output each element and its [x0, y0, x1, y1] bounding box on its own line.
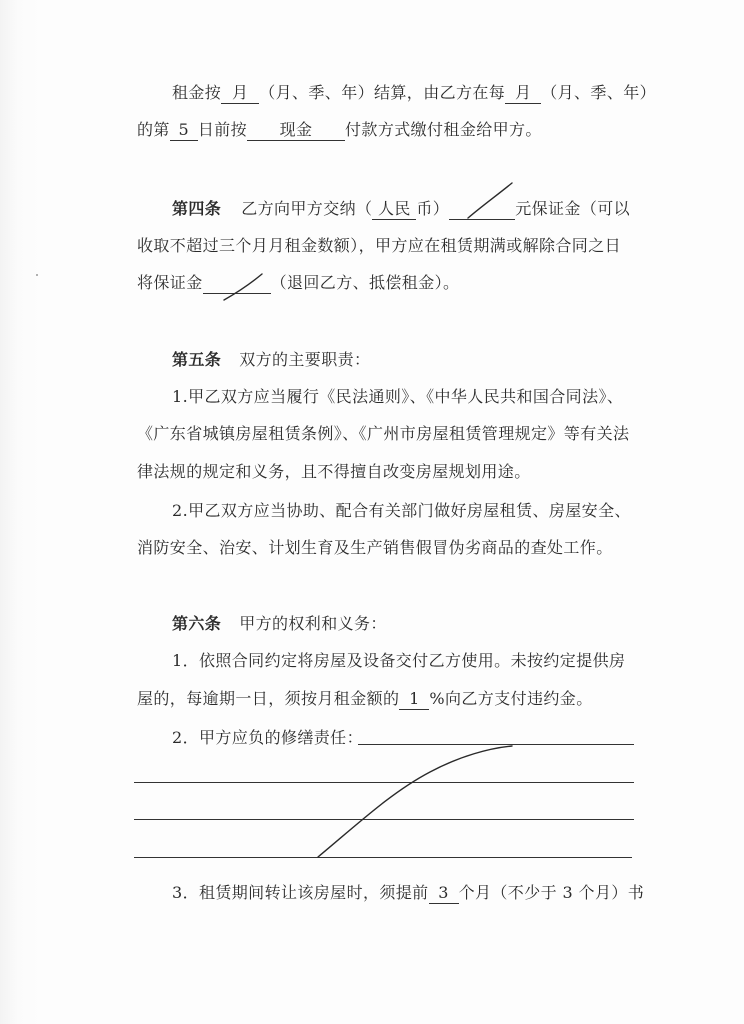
- article5-heading-text: 双方的主要职责：: [239, 350, 371, 369]
- repair-blank-line3: [134, 819, 634, 820]
- article4-line1: [172, 198, 630, 220]
- currency-blank: 人民: [372, 199, 416, 220]
- article4-text-d: 将保证金: [137, 273, 203, 292]
- scan-speck: [36, 274, 38, 276]
- article5-p1-line3: 律法规的规定和义务，且不得擅自改变房屋规划用途。: [137, 462, 531, 481]
- article5-title: 第五条: [172, 350, 222, 369]
- article5-p1-line2: 《广东省城镇房屋租赁条例》、《广州市房屋租赁管理规定》等有关法: [137, 424, 630, 443]
- article5-p2-line2: 消防安全、治安、计划生育及生产销售假冒伪劣商品的查处工作。: [137, 538, 613, 557]
- article5-p2-line1: 2.甲乙双方应当协助、配合有关部门做好房屋租赁、房屋安全、: [172, 501, 631, 520]
- repair-strike-mark: [318, 746, 512, 857]
- rent-text-b: （月、季、年）结算，由乙方在每: [259, 83, 506, 102]
- article4-text-c: 元保证金（可以: [515, 199, 631, 218]
- article4-text-a: 乙方向甲方交纳（: [241, 199, 373, 218]
- deposit-amount-blank: [449, 199, 515, 220]
- article6-item1-line1: 1．依照合同约定将房屋及设备交付乙方使用。未按约定提供房: [172, 651, 626, 670]
- repair-blank-line2: [134, 782, 634, 783]
- deposit-handling-blank: [203, 273, 271, 294]
- article5-heading: [172, 349, 370, 371]
- article4-text-e: （退回乙方、抵偿租金）。: [270, 273, 460, 292]
- article6-heading: [172, 613, 387, 635]
- article6-heading-text: 甲方的权利和义务：: [239, 614, 387, 633]
- rent-settlement-line: [172, 82, 656, 104]
- payment-period-blank: 月: [505, 83, 541, 104]
- article6-text-b: %向乙方支付违约金。: [429, 689, 593, 708]
- article6-item2: 2．甲方应负的修缮责任：: [172, 728, 363, 747]
- rent-period-blank: 月: [221, 83, 259, 104]
- article4-line2: 收取不超过三个月月租金数额），甲方应在租赁期满或解除合同之日: [137, 236, 622, 255]
- article4-text-b: 币）: [416, 199, 450, 218]
- rent-text-e: 日前按: [197, 120, 248, 139]
- repair-blank-line1: [358, 744, 634, 745]
- rent-text-c: （月、季、年）: [541, 83, 657, 102]
- rent-text-d: 的第: [137, 120, 170, 139]
- penalty-rate-blank: 1: [399, 689, 429, 710]
- rent-text-a: 租金按: [172, 83, 222, 102]
- repair-blank-line4: [134, 857, 632, 858]
- article6-text-a: 屋的，每逾期一日，须按月租金额的: [137, 689, 400, 708]
- article6-title: 第六条: [172, 614, 222, 633]
- rent-payment-line: [137, 119, 542, 141]
- rent-text-f: 付款方式缴付租金给甲方。: [345, 120, 542, 139]
- article6-item1-line2: [137, 688, 593, 710]
- payment-method-blank: 现金: [247, 120, 345, 141]
- article6-text-c: 3．租赁期间转让该房屋时，须提前: [172, 883, 429, 902]
- article6-text-d: 个月（不少于 3 个月）书: [458, 883, 645, 902]
- payment-day-blank: 5: [170, 120, 198, 141]
- article4-title: 第四条: [172, 199, 222, 218]
- notice-months-blank: 3: [429, 883, 459, 904]
- article5-p1-line1: 1.甲乙双方应当履行《民法通则》、《中华人民共和国合同法》、: [172, 387, 624, 406]
- article6-item3: [172, 882, 644, 904]
- article4-line3: [137, 272, 459, 294]
